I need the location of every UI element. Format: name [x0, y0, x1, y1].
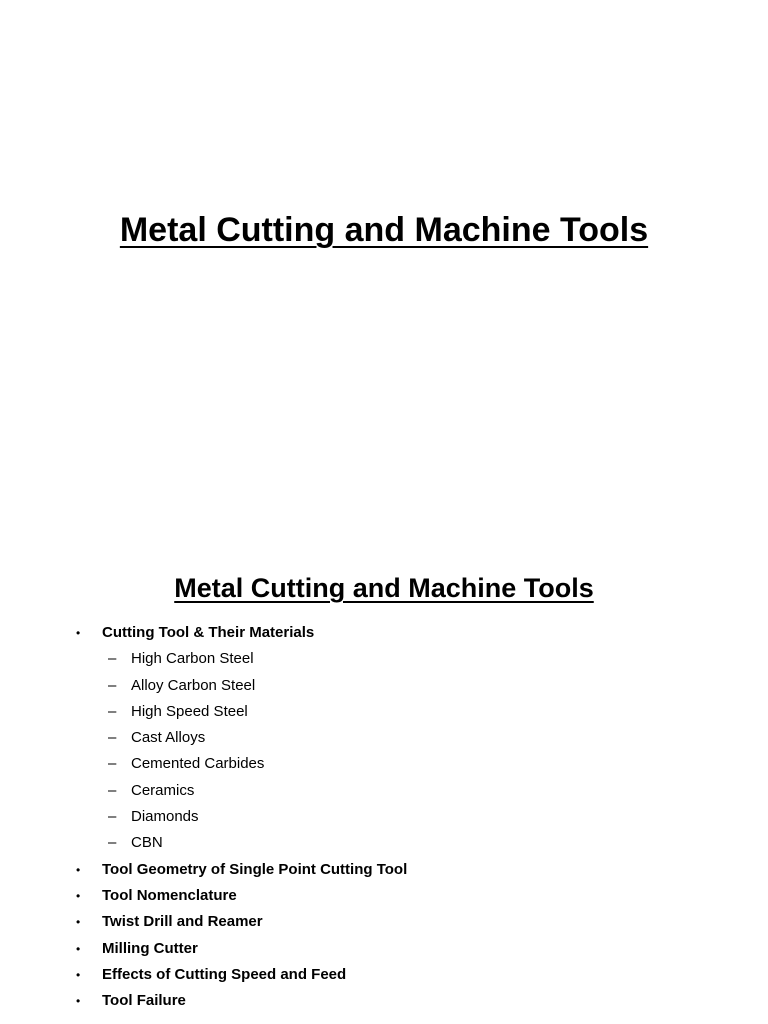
dash-marker: – — [108, 650, 117, 668]
bullet-marker: • — [76, 862, 81, 877]
subtopic-item — [0, 646, 768, 672]
topic-item — [0, 883, 768, 909]
topic-item — [0, 620, 768, 646]
outline-slide-heading: Metal Cutting and Machine Tools — [174, 573, 594, 603]
bullet-marker: • — [76, 994, 81, 1009]
subtopic-label: High Speed Steel — [131, 702, 248, 720]
bullet-marker: • — [76, 915, 81, 930]
topic-item — [0, 962, 768, 988]
subtopic-label: Alloy Carbon Steel — [131, 676, 256, 694]
dash-marker: – — [108, 808, 117, 826]
topic-label: Tool Nomenclature — [102, 886, 237, 904]
subtopic-item — [0, 804, 768, 830]
subtopic-label: High Carbon Steel — [131, 650, 254, 668]
bullet-marker: • — [76, 967, 81, 982]
dash-marker: – — [108, 781, 117, 799]
subtopic-label: Ceramics — [131, 781, 195, 799]
topic-label: Effects of Cutting Speed and Feed — [102, 965, 347, 983]
topic-list — [0, 620, 768, 1014]
subtopic-label: Diamonds — [131, 808, 199, 826]
topic-label: Tool Geometry of Single Point Cutting Tool — [102, 860, 408, 878]
dash-marker: – — [108, 702, 117, 720]
dash-marker: – — [108, 676, 117, 694]
dash-marker: – — [108, 729, 117, 747]
topic-label: Twist Drill and Reamer — [102, 913, 263, 931]
title-slide-heading: Metal Cutting and Machine Tools — [119, 211, 649, 249]
topic-label: Milling Cutter — [102, 939, 198, 957]
topic-label: Cutting Tool & Their Materials — [102, 624, 315, 641]
bullet-marker: • — [76, 888, 81, 903]
subtopic-label: Cast Alloys — [131, 729, 206, 747]
subtopic-item — [0, 699, 768, 725]
subtopic-item — [0, 830, 768, 856]
topic-item — [0, 857, 768, 883]
topic-item — [0, 909, 768, 935]
subtopic-item — [0, 725, 768, 751]
subtopic-item — [0, 751, 768, 777]
topic-item — [0, 936, 768, 962]
bullet-marker: • — [76, 941, 81, 956]
subtopic-label: Cemented Carbides — [131, 755, 265, 773]
subtopic-label: CBN — [131, 834, 163, 852]
topic-item — [0, 988, 768, 1014]
bullet-marker: • — [76, 626, 81, 640]
dash-marker: – — [108, 755, 117, 773]
subtopic-item — [0, 673, 768, 699]
dash-marker: – — [108, 834, 117, 852]
topic-label: Tool Failure — [102, 992, 186, 1010]
subtopic-item — [0, 778, 768, 804]
